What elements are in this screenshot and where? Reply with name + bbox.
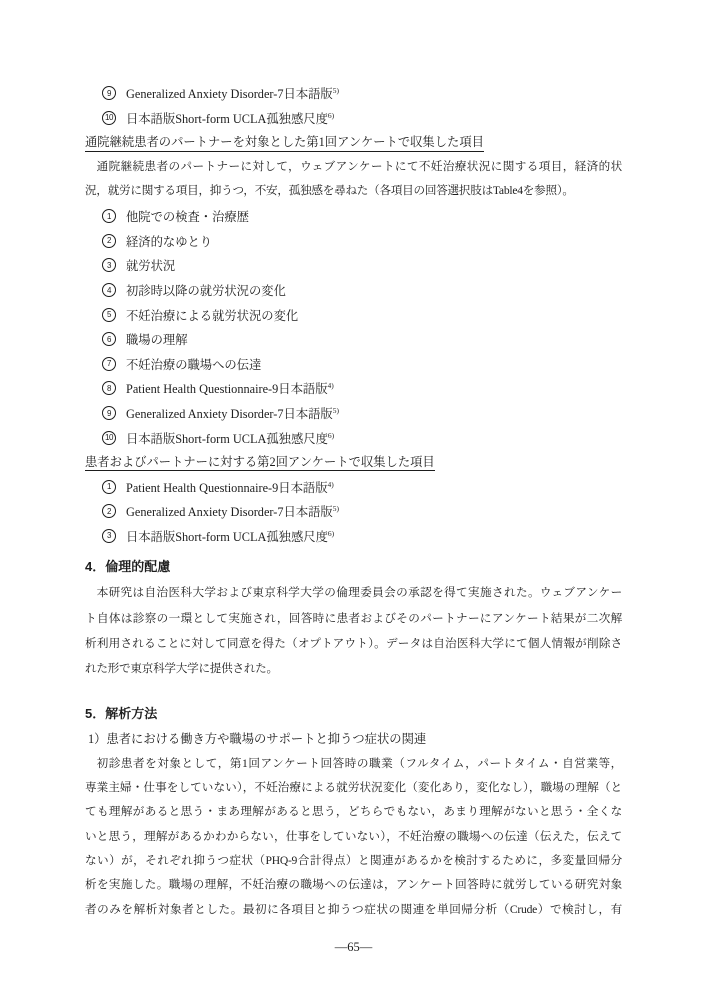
circled-number: 6	[102, 332, 116, 346]
subsection-heading: 1）患者における働き方や職場のサポートと抑うつ症状の関連	[88, 731, 427, 746]
circled-number: 3	[102, 258, 116, 272]
list-item-label: 初診時以降の就労状況の変化	[126, 284, 286, 299]
paragraph-line: 初診患者を対象として，第1回アンケート回答時の職業（フルタイム，パートタイム・自営業等，	[96, 756, 622, 770]
list-item-label: 不妊治療による就労状況の変化	[126, 308, 299, 323]
paragraph-line: れた形で東京科学大学に提供された。	[85, 662, 278, 676]
circled-number: 8	[102, 381, 116, 395]
reference-superscript: 5)	[332, 504, 339, 514]
paragraph-line: 況，就労に関する項目，抑うつ，不安，孤独感を尋ねた（各項目の回答選択肢はTable4を参照）。	[85, 184, 574, 198]
list-item-label: Patient Health Questionnaire-9日本語版$^{4)}$	[126, 479, 334, 495]
circled-number: 10	[102, 111, 116, 125]
circled-number: 2	[102, 234, 116, 248]
list-item	[85, 253, 622, 278]
list-item	[85, 425, 622, 450]
list-item	[85, 302, 622, 327]
list-item	[85, 401, 622, 426]
list-item	[85, 229, 622, 254]
list-item-label: Generalized Anxiety Disorder-7日本語版$^{5)}$	[126, 504, 339, 520]
list-item	[85, 81, 622, 106]
paragraph-line: 本研究は自治医科大学および東京科学大学の倫理委員会の承認を得て実施された。ウェブアンケー	[96, 586, 622, 600]
circled-number: 9	[102, 86, 116, 100]
list-item-label: 他院での検査・治療歴	[126, 210, 249, 225]
underlined-heading-second-survey: 患者およびパートナーに対する第2回アンケートで収集した項目	[85, 450, 622, 475]
list-item	[85, 327, 622, 352]
paragraph-line: 専業主婦・仕事をしていない），不妊治療による就労状況変化（変化あり，変化なし），職場の理解（と	[85, 781, 622, 795]
circled-number: 1	[102, 480, 116, 494]
list-item	[85, 106, 622, 131]
list-item-label: Generalized Anxiety Disorder-7日本語版$^{5)}$	[126, 86, 339, 102]
reference-superscript: 6)	[327, 528, 335, 538]
list-item-label: 経済的なゆとり	[126, 234, 213, 249]
list-item-label: 日本語版Short-form UCLA孤独感尺度$^{6)}$	[126, 528, 335, 544]
circled-number: 9	[102, 406, 116, 420]
list-item-label: Generalized Anxiety Disorder-7日本語版$^{5)}$	[126, 405, 339, 422]
paragraph-line: 者のみを解析対象者とした。最初に各項目と抑うつ症状の関連を単回帰分析（Crude）で検討し，有	[85, 902, 622, 916]
reference-superscript: 5)	[332, 86, 339, 96]
list-item	[85, 204, 622, 229]
paragraph-line: 通院継続患者のパートナーに対して，ウェブアンケートにて不妊治療状況に関する項目，経済的状	[96, 159, 622, 173]
reference-superscript: 6)	[327, 430, 335, 440]
underlined-heading-partner-survey: 通院継続患者のパートナーを対象とした第1回アンケートで収集した項目	[85, 130, 622, 155]
reference-superscript: 4)	[327, 381, 334, 391]
paragraph-line: ト自体は診察の一環として実施され，回答時に患者およびそのパートナーにアンケート結果が二次解	[85, 611, 622, 625]
paragraph-line: 析利用されることに対して同意を得た（オプトアウト）。データは自治医科大学にて個人情報が削除さ	[85, 637, 622, 651]
list-item	[85, 352, 622, 377]
paragraph-line: いと思う，理解があるかわからない，仕事をしていない），不妊治療の職場への伝達（伝えた，伝えて	[85, 829, 622, 843]
list-item-label: 不妊治療の職場への伝達	[126, 357, 262, 372]
list-item-label: 就労状況	[126, 259, 176, 274]
paragraph-line: ても理解があると思う・まあ理解があると思う，どちらでもない，あまり理解がないと思う・全くな	[85, 805, 622, 819]
circled-number: 5	[102, 308, 116, 322]
reference-superscript: 6)	[327, 110, 335, 120]
list-item-label: 日本語版Short-form UCLA孤独感尺度$^{6)}$	[126, 430, 335, 446]
list-item	[85, 278, 622, 303]
page-number: —65—	[334, 939, 373, 954]
list-item-label: Patient Health Questionnaire-9日本語版$^{4)}$	[126, 381, 334, 397]
list-item-label: 職場の理解	[126, 333, 188, 348]
paragraph-line: 析を実施した。職場の理解，不妊治療の職場への伝達は，アンケート回答時に就労している研究対象	[85, 878, 622, 892]
circled-number: 2	[102, 504, 116, 518]
reference-superscript: 5)	[332, 405, 339, 415]
list-item	[85, 475, 622, 500]
circled-number: 7	[102, 357, 116, 371]
list-item-label: 日本語版Short-form UCLA孤独感尺度$^{6)}$	[126, 110, 335, 126]
list-item	[85, 524, 622, 549]
section-heading-ethics: 4．倫理的配慮	[85, 559, 171, 575]
section-heading-analysis: 5．解析方法	[85, 705, 158, 721]
circled-number: 1	[102, 209, 116, 223]
reference-superscript: 4)	[327, 479, 334, 489]
circled-number: 3	[102, 529, 116, 543]
paragraph-line: ない）が，それぞれ抑うつ症状（PHQ-9合計得点）と関連があるかを検討するために，多変量回帰分	[85, 854, 622, 868]
circled-number: 10	[102, 431, 116, 445]
list-item	[85, 376, 622, 401]
list-item	[85, 499, 622, 524]
circled-number: 4	[102, 283, 116, 297]
